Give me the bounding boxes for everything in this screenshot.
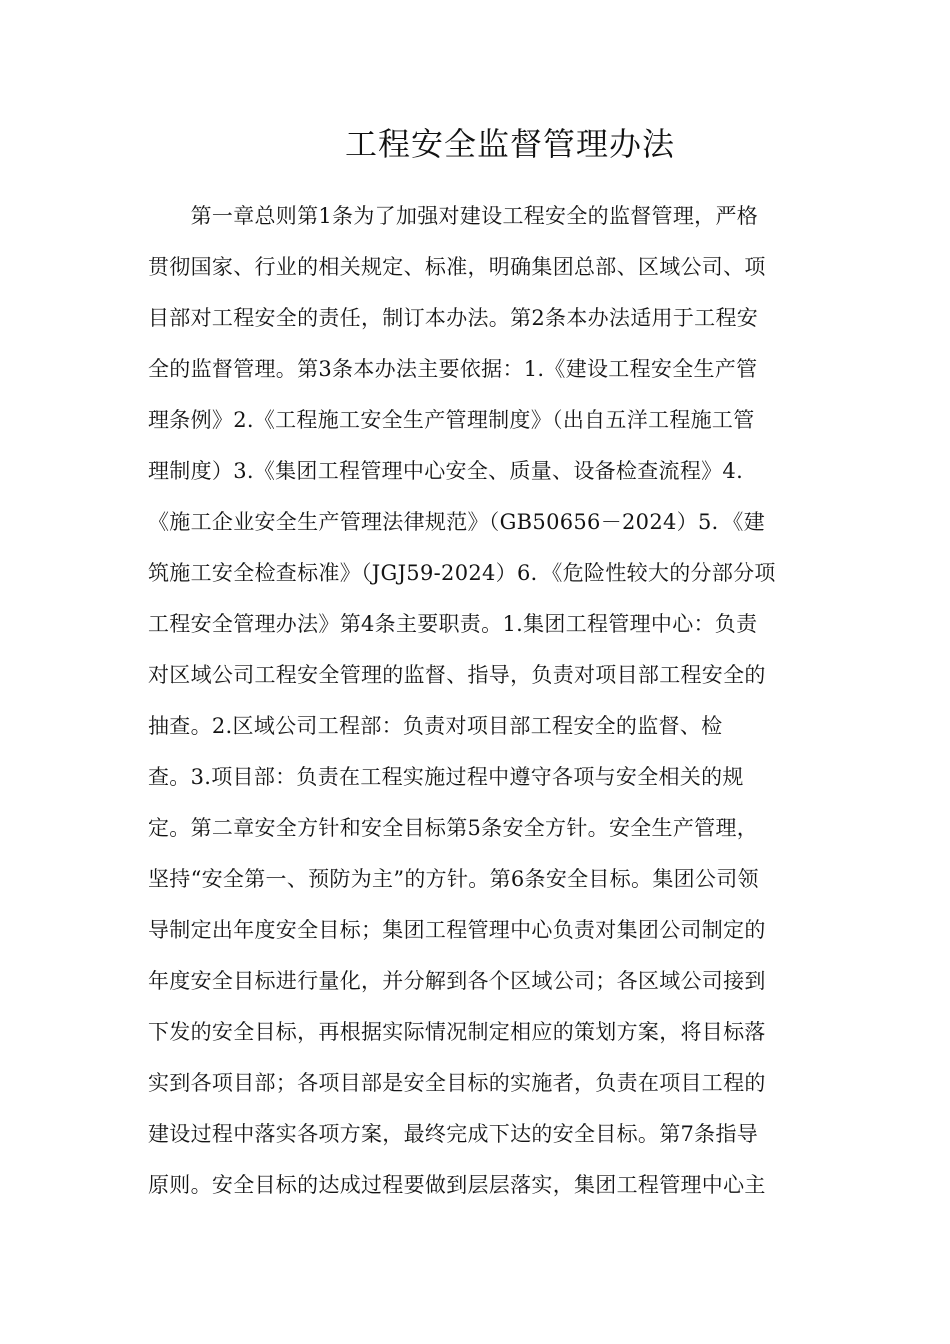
- body-line-17: 下发的安全目标，再根据实际情况制定相应的策划方案，将目标落: [148, 1020, 766, 1044]
- body-line-9: 工程安全管理办法》第4条主要职责。1.集团工程管理中心：负责: [148, 612, 758, 636]
- body-line-6: 理制度）3.《集团工程管理中心安全、质量、设备检查流程》4.: [148, 459, 744, 483]
- body-line-13: 定。第二章安全方针和安全目标第5条安全方针。安全生产管理，: [148, 816, 759, 840]
- body-line-14: 坚持“安全第一、预防为主”的方针。第6条安全目标。集团公司领: [148, 867, 759, 891]
- body-line-18: 实到各项目部；各项目部是安全目标的实施者，负责在项目工程的: [148, 1071, 766, 1095]
- body-line-8: 筑施工安全检查标准》（JGJ59-2024）6．《危险性较大的分部分项: [148, 561, 776, 585]
- body-line-19: 建设过程中落实各项方案，最终完成下达的安全目标。第7条指导: [148, 1122, 759, 1146]
- body-line-5: 理条例》2.《工程施工安全生产管理制度》（出自五洋工程施工管: [148, 408, 755, 432]
- body-line-2: 贯彻国家、行业的相关规定、标准，明确集团总部、区域公司、项: [148, 255, 766, 279]
- body-line-12: 查。3.项目部：负责在工程实施过程中遵守各项与安全相关的规: [148, 765, 744, 789]
- body-line-20: 原则。安全目标的达成过程要做到层层落实，集团工程管理中心主: [148, 1173, 766, 1197]
- body-line-1: 第一章总则第1条为了加强对建设工程安全的监督管理，严格: [148, 204, 759, 228]
- body-line-11: 抽查。2.区域公司工程部：负责对项目部工程安全的监督、检: [148, 714, 723, 738]
- body-line-4: 全的监督管理。第3条本办法主要依据：1.《建设工程安全生产管: [148, 357, 758, 381]
- body-line-3: 目部对工程安全的责任，制订本办法。第2条本办法适用于工程安: [148, 306, 759, 330]
- body-line-7: 《施工企业安全生产管理法律规范》（GB50656－2024）5．《建: [148, 510, 766, 534]
- body-line-15: 导制定出年度安全目标；集团工程管理中心负责对集团公司制定的: [148, 918, 766, 942]
- body-line-10: 对区域公司工程安全管理的监督、指导，负责对项目部工程安全的: [148, 663, 766, 687]
- document-title: 工程安全监督管理办法: [344, 125, 675, 163]
- body-line-16: 年度安全目标进行量化，并分解到各个区域公司；各区域公司接到: [148, 969, 766, 993]
